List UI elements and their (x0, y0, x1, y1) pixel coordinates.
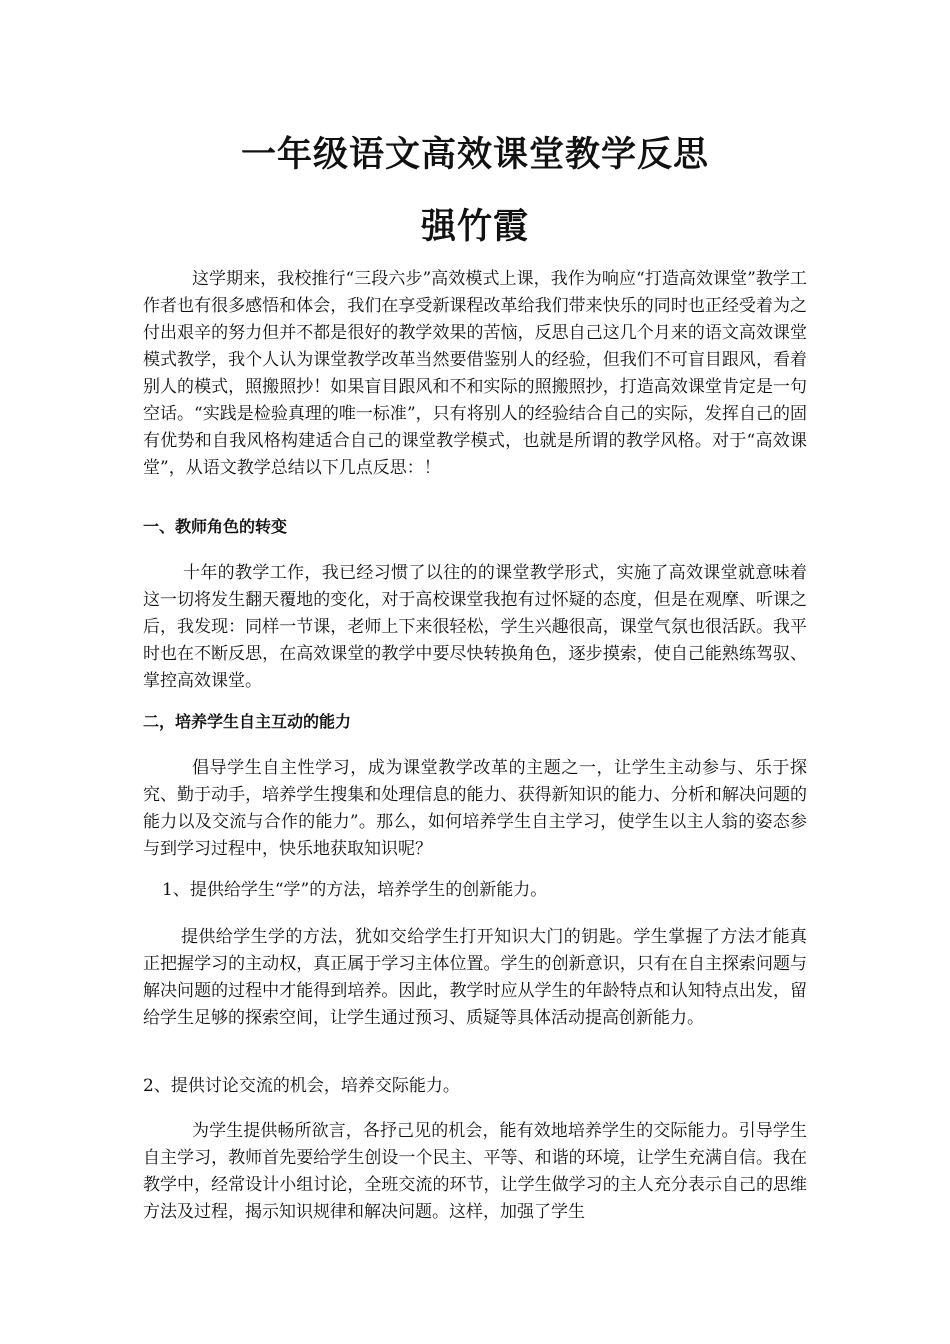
section-heading-student-autonomy: 二，培养学生自主互动的能力 (143, 712, 352, 731)
section-body-student-autonomy: 倡导学生自主性学习，成为课堂教学改革的主题之一，让学生主动参与、乐于探究、勤于动手，培养学生搜集和处理信息的能力、获得新知识的能力、分析和解决问题的能力以及交流与合作的能力”。那么，如何培养学生自主学习，使学生以主人翁的姿态参与到学习过程中，快乐地获取知识呢？ (143, 758, 807, 859)
point-body-learning-methods: 提供给学生学的方法，犹如交给学生打开知识大门的钥匙。学生掌握了方法才能真正把握学习的主动权，真正属于学习主体位置。学生的创新意识，只有在自主探索问题与解决问题的过程中才能得到培养。因此，教学时应从学生的年龄特点和认知特点出发，留给学生足够的探索空间，让学生通过预习、质疑等具体活动提高创新能力。 (143, 927, 807, 1028)
point-body-discussion: 为学生提供畅所欲言，各抒己见的机会，能有效地培养学生的交际能力。引导学生自主学习，教师首先要给学生创设一个民主、平等、和谐的环境，让学生充满自信。我在教学中，经常设计小组讨论，全班交流的环节，让学生做学习的主人充分表示自己的思维方法及过程，揭示知识规律和解决问题。这样，加强了学生 (143, 1121, 807, 1222)
intro-paragraph: 这学期来，我校推行“三段六步”高效模式上课，我作为响应“打造高效课堂”教学工作者也有很多感悟和体会，我们在享受新课程改革给我们带来快乐的同时也正经受着为之付出艰辛的努力但并不都是很好的教学效果的苦恼，反思自己这几个月来的语文高效课堂模式教学，我个人认为课堂教学改革当然要借鉴别人的经验，但我们不可盲目跟风，看着别人的模式，照搬照抄！如果盲目跟风和不和实际的照搬照抄，打造高效课堂肯定是一句空话。“实践是检验真理的唯一标准”，只有将别人的经验结合自己的实际，发挥自己的固有优势和自我风格构建适合自己的课堂教学模式，也就是所谓的教学风格。对于“高效课堂”，从语文教学总结以下几点反思：！ (143, 269, 807, 478)
document-title: 一年级语文高效课堂教学反思 (240, 135, 709, 175)
section-body-teacher-role: 十年的教学工作，我已经习惯了以往的的课堂教学形式，实施了高效课堂就意味着这一切将发生翻天覆地的变化，对于高校课堂我抱有过怀疑的态度，但是在观摩、听课之后，我发现：同样一节课，老师上下来很轻松，学生兴趣很高，课堂气氛也很活跃。我平时也在不断反思，在高效课堂的教学中要尽快转换角色，逐步摸索，使自己能熟练驾驭、掌控高效课堂。 (143, 563, 807, 691)
document-author: 强竹霞 (420, 207, 529, 247)
point-heading-discussion: 2、提供讨论交流的机会，培养交际能力。 (143, 1076, 460, 1096)
section-heading-teacher-role: 一、教师角色的转变 (143, 517, 288, 536)
point-heading-learning-methods: 1、提供给学生“学”的方法，培养学生的创新能力。 (162, 880, 548, 900)
